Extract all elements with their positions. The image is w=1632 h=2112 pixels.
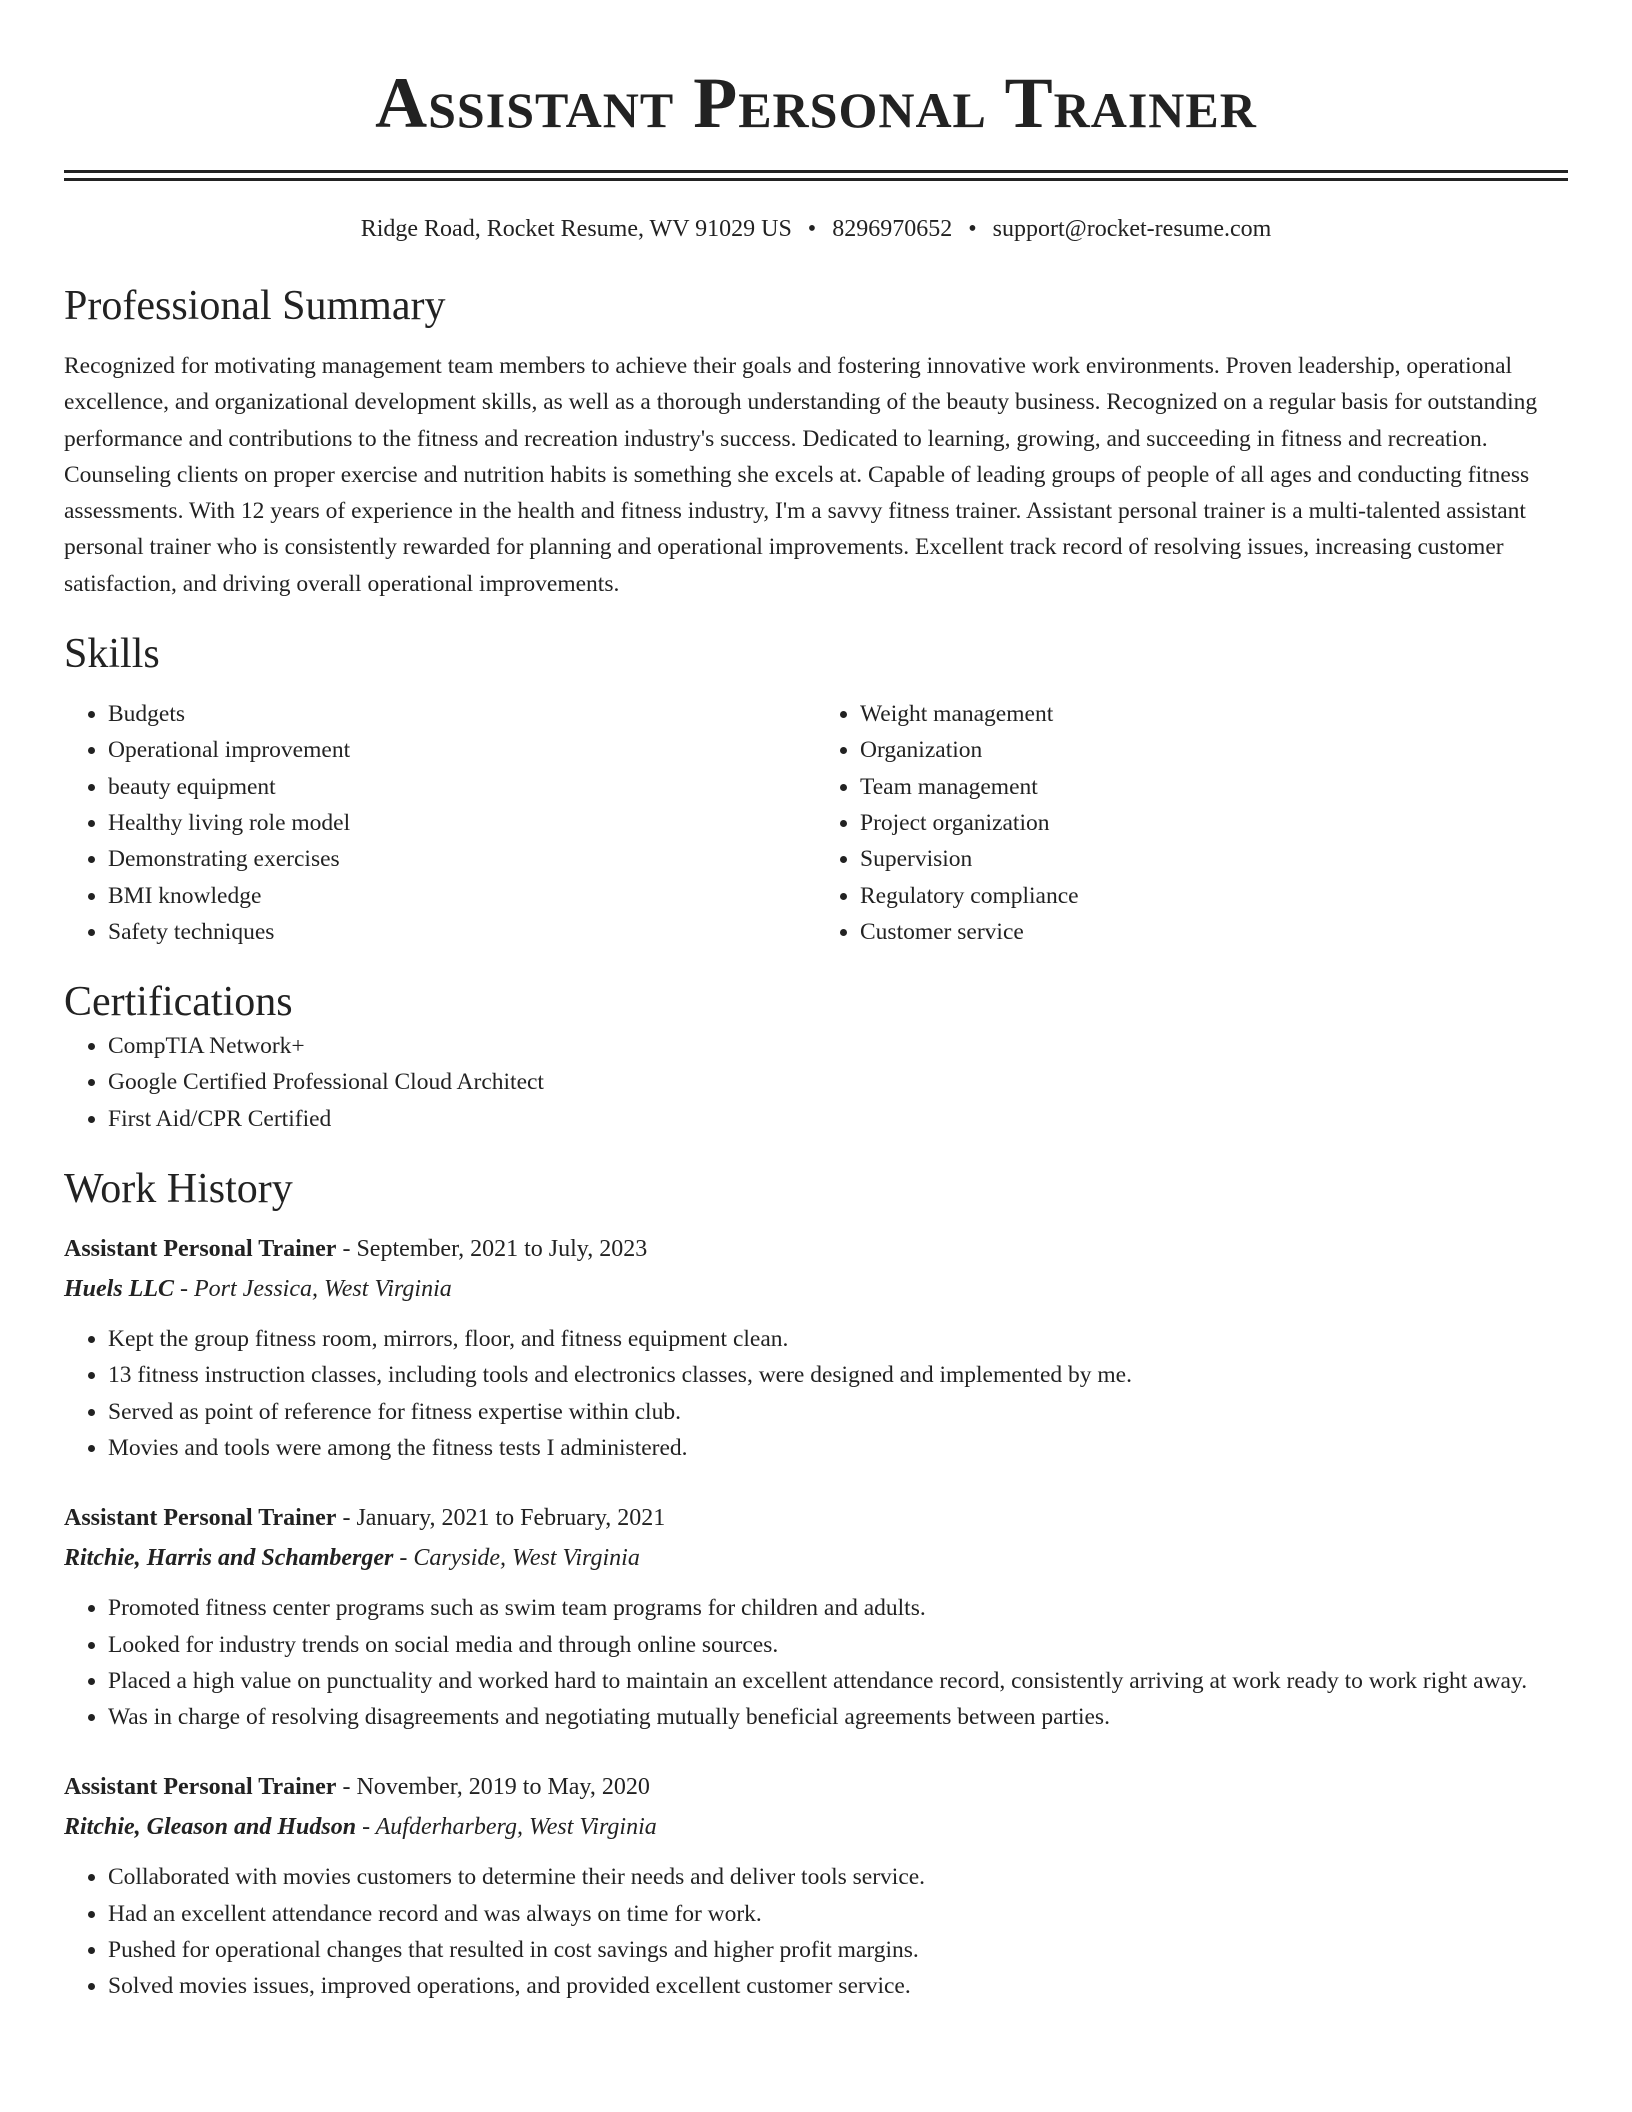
job-role: Assistant Personal Trainer [64,1505,337,1532]
section-heading-work-history: Work History [64,1166,293,1213]
job-duty: • Solved movies issues, improved operations, and provided excellent customer service. [108,1968,1568,2004]
job-duties-list [64,1590,1568,1735]
job-dash: - [336,1236,357,1263]
job-duties-list [64,1859,1568,2004]
job-company-line [64,1538,1568,1578]
section-heading-skills: Skills [64,631,160,678]
job-company: Ritchie, Gleason and Hudson [64,1814,357,1841]
job-dates: November, 2019 to May, 2020 [356,1774,650,1801]
contact-phone: 8296970652 [832,216,953,242]
job-duty: • Promoted fitness center programs such as swim team programs for children and adults. [108,1590,1568,1626]
skill-item: • Demonstrating exercises [108,841,816,877]
job-company: Huels LLC [64,1276,175,1303]
job-duty: • 13 fitness instruction classes, including tools and electronics classes, were designed and implemented by me. [108,1357,1568,1393]
job-dates: January, 2021 to February, 2021 [356,1505,666,1532]
work-history-section [64,1163,1568,2005]
job-duty: • Was in charge of resolving disagreements and negotiating mutually beneficial agreements between parties. [108,1699,1568,1735]
contact-email: support@rocket-resume.com [992,216,1272,242]
title-divider [64,170,1568,181]
job-location: Caryside, West Virginia [413,1545,640,1572]
contact-address: Ridge Road, Rocket Resume, WV 91029 US [360,216,792,242]
skill-item: • Supervision [860,841,1568,877]
job-location: Port Jessica, West Virginia [194,1276,452,1303]
job-dash: - [336,1774,357,1801]
job-location: Aufderharberg, West Virginia [375,1814,657,1841]
skill-item: • BMI knowledge [108,878,816,914]
skill-item: • Weight management [860,696,1568,732]
skill-item: • Team management [860,769,1568,805]
contact-separator: • [968,216,977,242]
job-company: Ritchie, Harris and Schamberger [64,1545,394,1572]
skill-item: • beauty equipment [108,769,816,805]
job-heading [64,1498,1568,1538]
job-duty: • Served as point of reference for fitness expertise within club. [108,1394,1568,1430]
professional-summary-section [64,280,1568,602]
job-duty: • Collaborated with movies customers to determine their needs and deliver tools service. [108,1859,1568,1895]
job-dash: - [336,1505,357,1532]
job-duties-list [64,1321,1568,1466]
job-entry [64,1498,1568,1735]
job-duty: • Pushed for operational changes that resulted in cost savings and higher profit margins. [108,1932,1568,1968]
summary-text: Recognized for motivating management team members to achieve their goals and fostering innovative work environments. Proven leadership, operational excellence, and organizational development skills, as well as a thorough understanding of the beauty business. Recognized on a regular basis for outstanding performance and contributions to the fitness and recreation industry's success. Dedicated to learning, growing, and succeeding in fitness and recreation. Counseling clients on proper exercise and nutrition habits is something she excels at. Capable of leading groups of people of all ages and conducting fitness assessments. With 12 years of experience in the health and fitness industry, I'm a savvy fitness trainer. Assistant personal trainer is a multi-talented assistant personal trainer who is consistently rewarded for planning and operational improvements. Excellent track record of resolving issues, increasing customer satisfaction, and driving overall operational improvements. [64,353,1538,597]
certification-item: • CompTIA Network+ [108,1028,1568,1064]
skill-item: • Regulatory compliance [860,878,1568,914]
job-duty: • Had an excellent attendance record and was always on time for work. [108,1896,1568,1932]
job-company-line [64,1807,1568,1847]
skills-list-left [64,696,816,950]
certifications-list [64,1028,1568,1137]
certification-item: • First Aid/CPR Certified [108,1101,1568,1137]
job-duty: • Movies and tools were among the fitness tests I administered. [108,1430,1568,1466]
job-entry [64,1767,1568,2004]
contact-separator: • [807,216,817,242]
job-role: Assistant Personal Trainer [64,1774,337,1801]
skill-item: • Budgets [108,696,816,732]
job-dates: September, 2021 to July, 2023 [356,1236,648,1263]
job-heading [64,1767,1568,1807]
job-duty: • Looked for industry trends on social media and through online sources. [108,1627,1568,1663]
skills-section [64,628,1568,950]
job-role: Assistant Personal Trainer [64,1236,337,1263]
section-heading-summary: Professional Summary [64,283,446,329]
section-heading-certifications: Certifications [64,979,293,1026]
job-dash: - [356,1814,376,1841]
skill-item: • Safety techniques [108,914,816,950]
skills-list-right [816,696,1568,950]
resume-title: Assistant Personal Trainer [375,63,1257,143]
certification-item: • Google Certified Professional Cloud Architect [108,1064,1568,1100]
job-dash: - [393,1545,414,1572]
certifications-section [64,976,1568,1137]
skill-item: • Project organization [860,805,1568,841]
job-duty: • Placed a high value on punctuality and worked hard to maintain an excellent attendance record, consistently arriving at work ready to work right away. [108,1663,1568,1699]
divider-line-bottom [64,178,1568,181]
skills-columns [64,696,1568,950]
job-entry [64,1229,1568,1466]
contact-line [64,214,1568,244]
job-duty: • Kept the group fitness room, mirrors, floor, and fitness equipment clean. [108,1321,1568,1357]
skill-item: • Healthy living role model [108,805,816,841]
job-dash: - [174,1276,195,1303]
job-heading [64,1229,1568,1269]
skill-item: • Operational improvement [108,732,816,768]
skill-item: • Customer service [860,914,1568,950]
job-company-line [64,1269,1568,1309]
skill-item: • Organization [860,732,1568,768]
